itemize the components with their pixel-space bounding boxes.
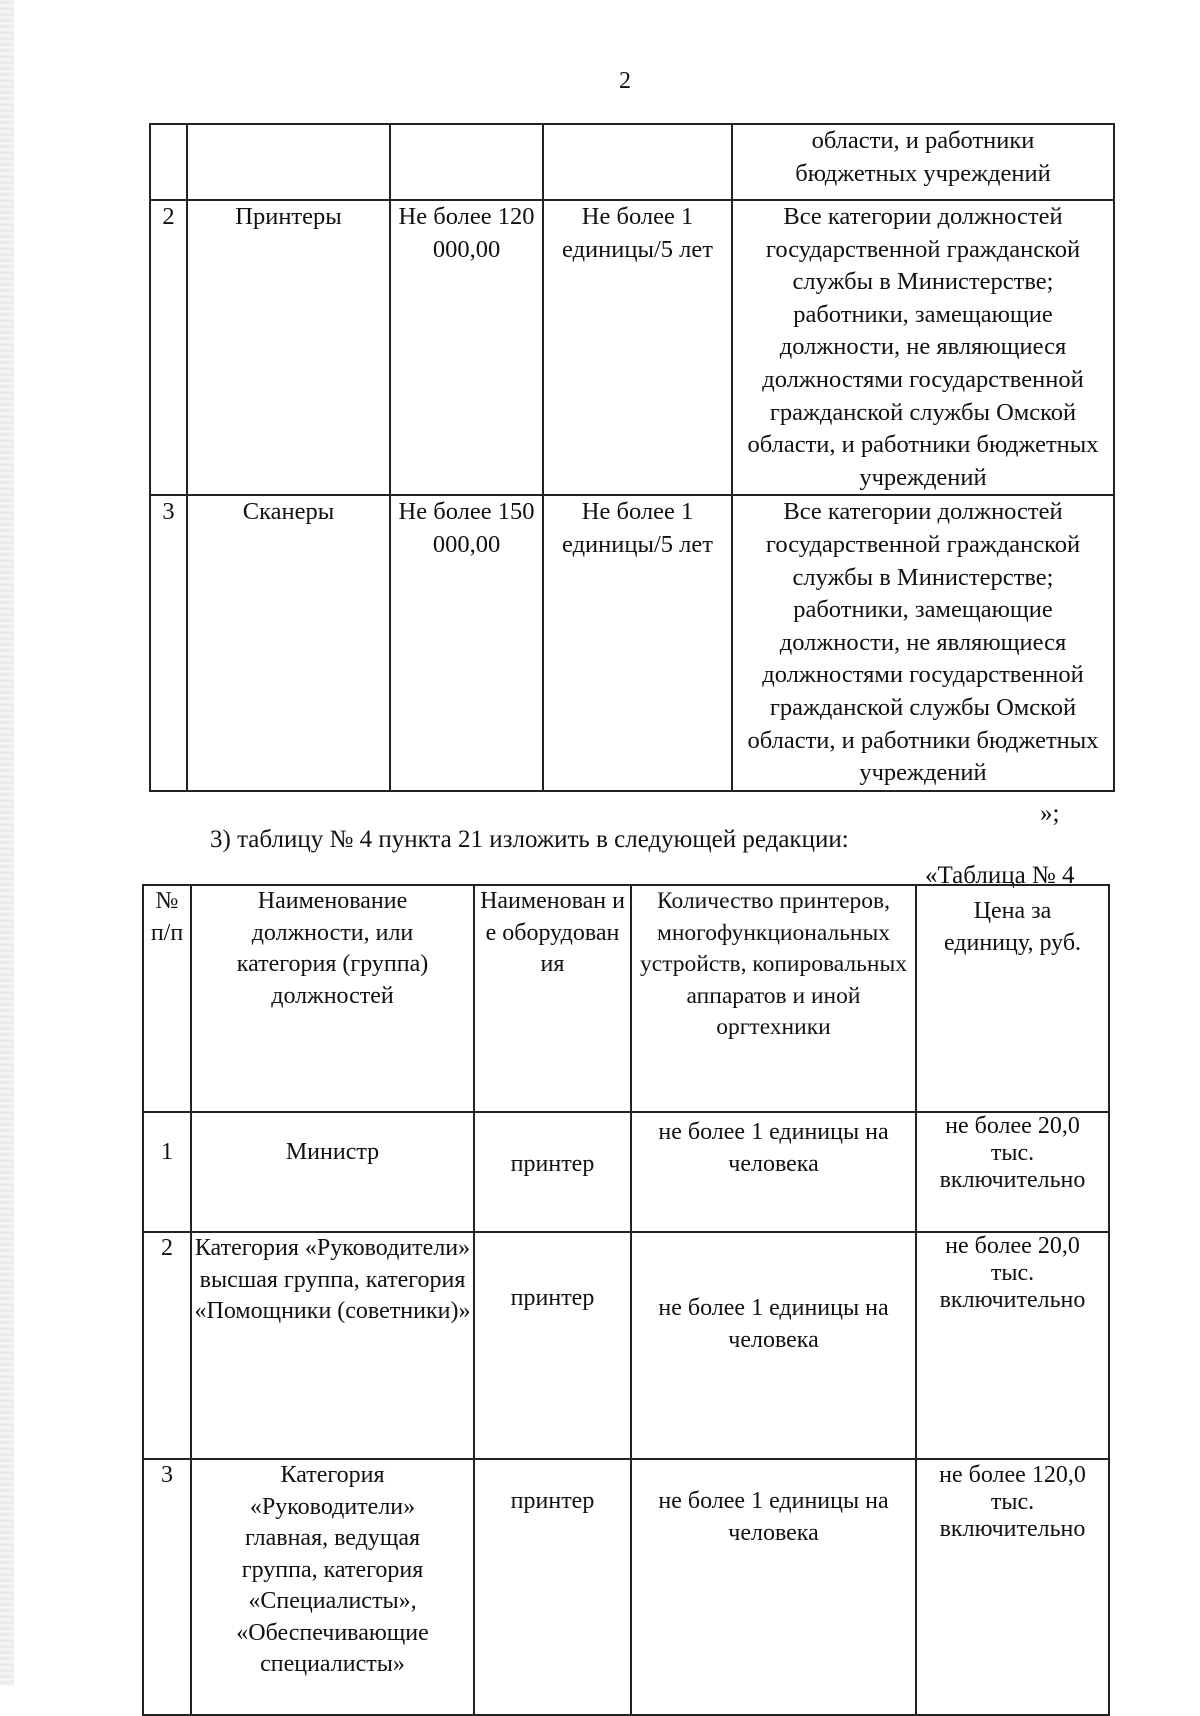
cell-quantity: не более 1 единицы на человека	[631, 1232, 916, 1459]
cell-name: Сканеры	[187, 495, 390, 790]
header-price: Цена за единицу, руб.	[916, 885, 1109, 1112]
table-header-row	[143, 885, 1109, 1112]
table-row	[143, 1112, 1109, 1232]
cell-price: Не более 120 000,00	[390, 200, 543, 495]
cell-quantity: не более 1 единицы на человека	[631, 1459, 916, 1715]
amendment-intro: 3) таблицу № 4 пункта 21 изложить в следующей редакции:	[210, 826, 849, 853]
cell-name: Принтеры	[187, 200, 390, 495]
cell-num: 1	[143, 1112, 191, 1232]
scan-edge	[0, 0, 14, 1686]
cell-price: не более 120,0 тыс. включительно	[916, 1459, 1109, 1715]
cell-num: 3	[150, 495, 187, 790]
header-position: Наименование должности, или категория (группа) должностей	[191, 885, 474, 1112]
cell-num: 2	[143, 1232, 191, 1459]
header-num: № п/п	[143, 885, 191, 1112]
cell-equipment: принтер	[474, 1459, 631, 1715]
cell-equipment: принтер	[474, 1232, 631, 1459]
cell-positions: Все категории должностей государственной гражданской службы в Министерстве; работники, замещающие должности, не являющиеся должностями государственной гражданской службы Омской области, и работники бюджетных учреждений	[732, 200, 1114, 495]
cell-equipment: принтер	[474, 1112, 631, 1232]
cell-price	[390, 124, 543, 200]
cell-num	[150, 124, 187, 200]
cell-position: Категория «Руководители» главная, ведущая группа, категория «Специалисты», «Обеспечивающие специалисты»	[191, 1459, 474, 1715]
table-row	[150, 495, 1114, 790]
page-number: 2	[619, 68, 631, 94]
printer-norms-table	[142, 884, 1110, 1716]
table-row	[150, 200, 1114, 495]
cell-name	[187, 124, 390, 200]
cell-position: Категория «Руководители» высшая группа, категория «Помощники (советники)»	[191, 1232, 474, 1459]
cell-qty: Не более 1 единицы/5 лет	[543, 200, 732, 495]
table-row	[150, 124, 1114, 200]
cell-positions: Все категории должностей государственной гражданской службы в Министерстве; работники, замещающие должности, не являющиеся должностями государственной гражданской службы Омской области, и работники бюджетных учреждений	[732, 495, 1114, 790]
cell-qty: Не более 1 единицы/5 лет	[543, 495, 732, 790]
cell-position: Министр	[191, 1112, 474, 1232]
cell-num: 3	[143, 1459, 191, 1715]
closing-quote: »;	[1040, 800, 1060, 827]
cell-positions: области, и работники бюджетных учреждений	[732, 124, 1114, 200]
table-row	[143, 1232, 1109, 1459]
table-row	[143, 1459, 1109, 1715]
cell-num: 2	[150, 200, 187, 495]
header-equipment: Наименован ие оборудован ия	[474, 885, 631, 1112]
equipment-limits-table	[149, 123, 1115, 792]
cell-quantity: не более 1 единицы на человека	[631, 1112, 916, 1232]
cell-qty	[543, 124, 732, 200]
cell-price: не более 20,0 тыс. включительно	[916, 1112, 1109, 1232]
cell-price: Не более 150 000,00	[390, 495, 543, 790]
cell-price: не более 20,0 тыс. включительно	[916, 1232, 1109, 1459]
table-caption: «Таблица № 4	[925, 862, 1075, 889]
header-quantity: Количество принтеров, многофункциональных устройств, копировальных аппаратов и иной оргтехники	[631, 885, 916, 1112]
